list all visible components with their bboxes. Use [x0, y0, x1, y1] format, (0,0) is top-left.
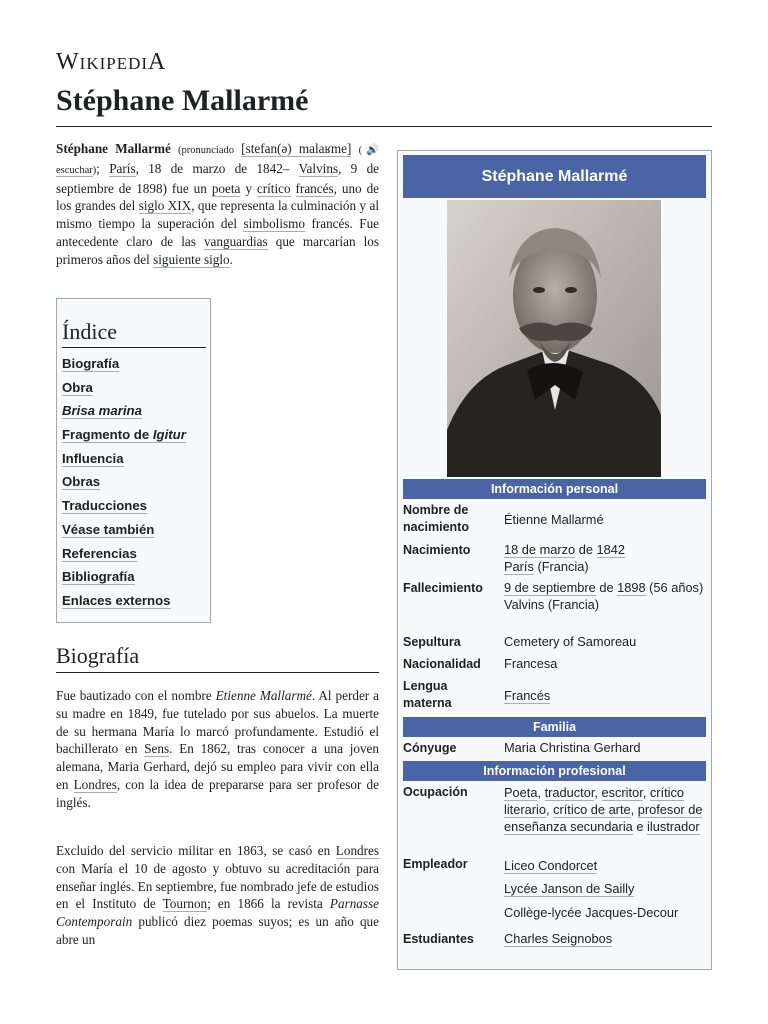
link-sens[interactable]: Sens — [144, 741, 170, 757]
value-empleador-2 — [504, 880, 704, 897]
label-lengua-materna: Lengua materna — [403, 679, 452, 710]
intro-name: Stéphane Mallarmé — [56, 141, 171, 156]
toc-item-obra[interactable]: Obra — [62, 379, 93, 395]
value-nombre-nacimiento: Étienne Mallarmé — [504, 512, 604, 527]
link-1842[interactable]: 1842 — [596, 542, 625, 557]
link-liceo-condorcet[interactable]: Liceo Condorcet — [504, 858, 598, 873]
toc-item-fragmento-igitur[interactable]: Fragmento de Igitur — [62, 427, 186, 443]
biografia-paragraph-2: Excluido del servicio militar en 1863, se casó en Londres con María el 10 de agosto y obtuvo su acreditación para enseñar inglés. En septiembre, fue nombrado jefe de estudios en el Instituto de Tournon; en 1866 la revista Parnasse Contemporain publicó diez poemas suyos; es un año que abre un — [56, 843, 380, 947]
section-informacion-personal: Información personal — [403, 479, 706, 499]
toc-item-influencia[interactable]: Influencia — [62, 450, 124, 466]
toc-title: Índice — [62, 319, 206, 348]
link-critico[interactable]: crítico — [256, 180, 291, 196]
value-lengua-materna — [504, 687, 704, 704]
section-heading-biografia: Biografía — [56, 643, 140, 668]
value-estudiantes — [504, 930, 704, 947]
link-critico-arte[interactable]: crítico de arte — [553, 802, 631, 817]
link-traductor[interactable]: traductor — [544, 785, 595, 800]
table-of-contents — [56, 298, 211, 623]
toc-item-referencias[interactable]: Referencias — [62, 545, 137, 561]
toc-item-biografia[interactable]: Biografía — [62, 356, 120, 371]
toc-item-enlaces-externos[interactable]: Enlaces externos — [62, 592, 171, 608]
label-conyuge: Cónyuge — [403, 741, 457, 755]
link-simbolismo[interactable]: simbolismo — [243, 216, 305, 232]
label-ocupacion: Ocupación — [403, 785, 468, 799]
label-fallecimiento: Fallecimiento — [403, 581, 483, 595]
toc-item-obras[interactable]: Obras — [62, 474, 101, 490]
link-frances[interactable]: francés — [295, 180, 334, 196]
link-critico-literario[interactable]: crítico literario — [504, 785, 685, 817]
value-ocupacion: Poeta, traductor, escritor, crítico literario, crítico de arte, profesor de enseñanza secundaria e ilustrador — [504, 785, 703, 834]
death-text: , 9 de septiembre de 1898) fue un — [56, 160, 380, 196]
value-sepultura: Cemetery of Samoreau — [504, 634, 637, 649]
pronunciation-label: (pronunciado — [178, 145, 234, 156]
link-escritor[interactable]: escritor — [601, 785, 643, 800]
speaker-icon: 🔊 — [362, 145, 380, 156]
value-fallecimiento: 9 de septiembre de 1898 (56 años) Valvins (Francia) — [504, 580, 704, 612]
intro-text-3: francés. Fue antecedente claro de las — [56, 216, 380, 249]
link-9-septiembre[interactable]: 9 de septiembre — [504, 580, 596, 595]
portrait-photo[interactable] — [447, 200, 661, 477]
link-ilustrador[interactable]: ilustrador — [647, 819, 700, 834]
value-empleador-3: Collège-lycée Jacques-Decour — [504, 905, 679, 920]
title-divider — [56, 126, 712, 127]
biografia-paragraph-1: Fue bautizado con el nombre Etienne Mallarmé. Al perder a su madre en 1849, fue tutelado por sus abuelos. La muerte de su hermana María lo marcó profundamente. Estudió el bachillerato en Sens. En 1862, tras conocer a una joven alemana, Maria Gerhard, dejó su empleo para vivir con ella en Londres, con la idea de prepararse para ser profesor de inglés. — [56, 688, 379, 810]
intro-text-2: , que representa la culminación y al mismo tiempo la superación del — [56, 198, 379, 232]
link-poeta[interactable]: poeta — [211, 180, 241, 196]
link-siglo-xix[interactable]: siglo XIX — [138, 198, 192, 214]
value-empleador-1 — [504, 857, 704, 874]
link-paris[interactable]: París — [109, 160, 136, 176]
birth-text: , 18 de marzo de 1842– — [135, 160, 290, 176]
section-familia: Familia — [403, 717, 706, 737]
intro-text-1: , uno de los grandes del — [56, 180, 380, 214]
page-title: Stéphane Mallarmé — [56, 84, 309, 117]
link-1898[interactable]: 1898 — [617, 580, 646, 595]
label-empleador: Empleador — [403, 857, 468, 871]
link-tournon[interactable]: Tournon — [162, 896, 208, 912]
value-conyuge: Maria Christina Gerhard — [504, 740, 641, 755]
intro-text-4: que marcarían los primeros años del — [56, 233, 379, 267]
intro-end: . — [229, 251, 233, 267]
link-18-marzo[interactable]: 18 de marzo — [504, 542, 576, 557]
link-poeta-ocup[interactable]: Poeta — [504, 785, 538, 800]
value-nacimiento: 18 de marzo de 1842 París (Francia) — [504, 542, 625, 574]
label-estudiantes: Estudiantes — [403, 932, 474, 946]
infobox — [397, 150, 712, 970]
listen-link[interactable]: (🔊 escuchar) — [56, 145, 380, 176]
wordmark-text: WIKIPEDIA — [56, 49, 167, 75]
link-londres[interactable]: Londres — [73, 776, 117, 792]
link-paris-infobox[interactable]: París — [504, 559, 534, 574]
label-nombre-nacimiento: Nombre de nacimiento — [403, 503, 469, 534]
toc-item-bibliografia[interactable]: Bibliografía — [62, 569, 135, 585]
section-divider — [56, 672, 379, 673]
journal-name: Parnasse Contemporain — [56, 896, 380, 930]
link-charles-seignobos[interactable]: Charles Seignobos — [504, 931, 613, 946]
toc-item-vease-tambien[interactable]: Véase también — [62, 521, 155, 537]
wikipedia-wordmark[interactable] — [56, 49, 166, 76]
link-londres-2[interactable]: Londres — [335, 843, 380, 858]
value-nacionalidad: Francesa — [504, 656, 558, 671]
label-sepultura: Sepultura — [403, 635, 461, 649]
link-valvins[interactable]: Valvins — [298, 160, 339, 176]
ipa-link[interactable]: [stefan(ə) malaʁme] — [241, 141, 352, 156]
birth-name: Etienne Mallarmé — [215, 688, 312, 703]
infobox-title: Stéphane Mallarmé — [403, 155, 706, 198]
toc-item-brisa-marina[interactable]: Brisa marina — [62, 403, 142, 419]
intro-paragraph: Stéphane Mallarmé (pronunciado [stefan(ə) malaʁme] (🔊 escuchar); París, 18 de marzo de 1842– Valvins, 9 de septiembre de 1898) fue un poeta y crítico francés, uno de los grandes del siglo XIX, que representa la culminación y al mismo tiempo la superación del simbolismo francés. Fue antecedente claro de las vanguardias que marcarían los primeros años del siguiente siglo. — [56, 141, 380, 267]
link-lycee-janson[interactable]: Lycée Janson de Sailly — [504, 881, 635, 896]
toc-item-traducciones[interactable]: Traducciones — [62, 498, 148, 514]
label-nacionalidad: Nacionalidad — [403, 657, 481, 671]
label-nacimiento: Nacimiento — [403, 543, 471, 557]
link-frances-lengua[interactable]: Francés — [504, 688, 551, 703]
conj-y: y — [245, 180, 252, 196]
section-informacion-profesional: Información profesional — [403, 761, 706, 781]
link-profesor[interactable]: profesor de enseñanza secundaria — [504, 802, 703, 834]
link-vanguardias[interactable]: vanguardias — [203, 233, 268, 249]
link-siguiente-siglo[interactable]: siguiente siglo — [153, 251, 230, 267]
